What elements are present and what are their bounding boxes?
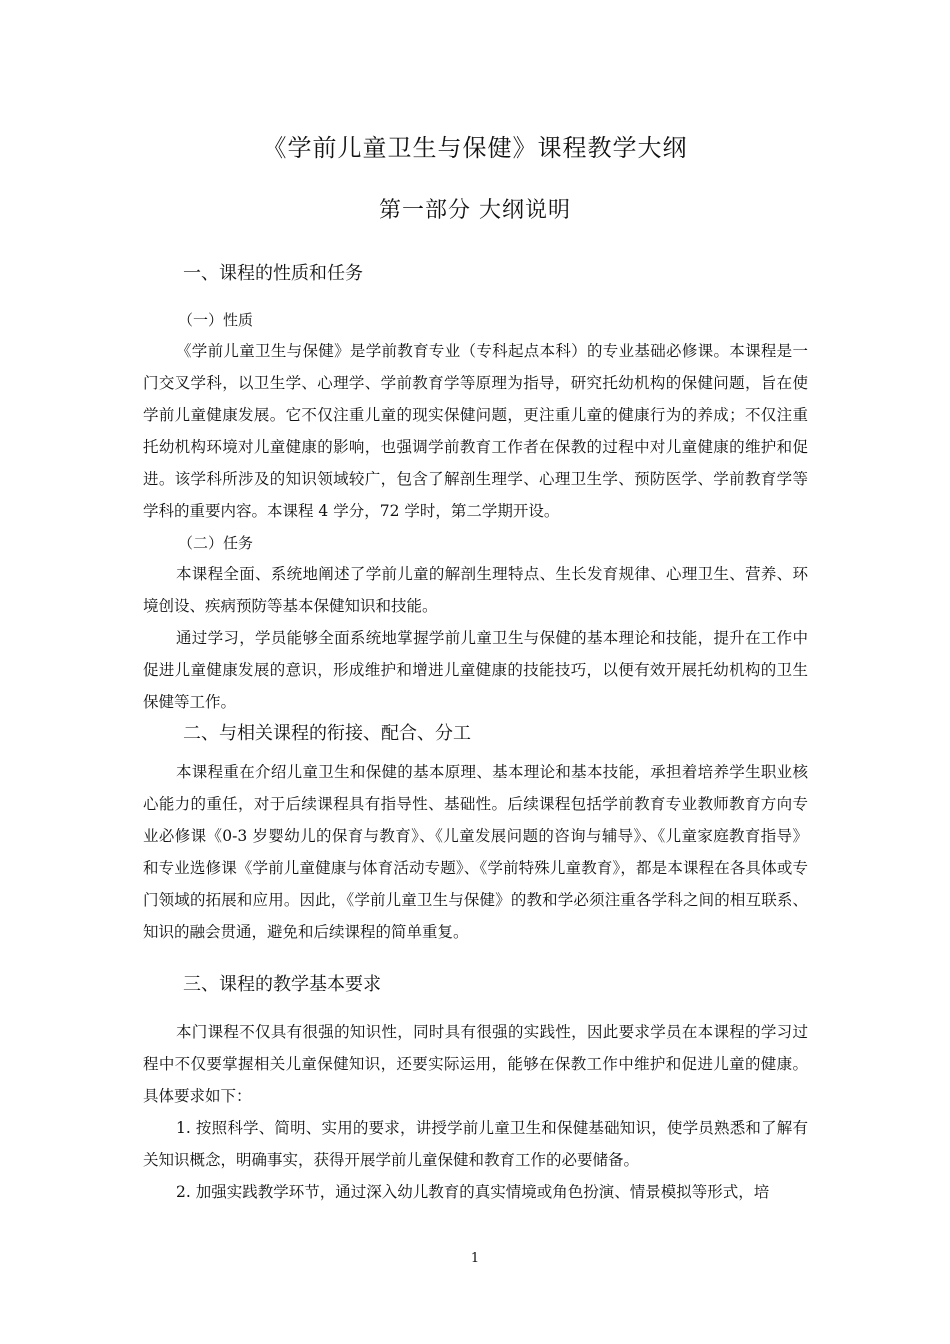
part-title: 第一部分 大纲说明 <box>379 198 571 223</box>
document-title: 《学前儿童卫生与保健》课程教学大纲 <box>262 134 688 162</box>
section-3-heading: 三、课程的教学基本要求 <box>183 974 381 995</box>
section-1-heading: 一、课程的性质和任务 <box>183 263 363 284</box>
section-2-paragraph: 本课程重在介绍儿童卫生和保健的基本原理、基本理论和基本技能，承担着培养学生职业核心能力的重任，对于后续课程具有指导性、基础性。后续课程包括学前教育专业教师教育方向专业必修课《0-3 岁婴幼儿的保育与教育》、《儿童发展问题的咨询与辅导》、《儿童家庭教育指导》和专业选修课《学前儿童健康与体育活动专题》、《学前特殊儿童教育》，都是本课程在各具体或专门领域的拓展和应用。因此，《学前儿童卫生与保健》的教和学必须注重各学科之间的相互联系、知识的融会贯通，避免和后续课程的简单重复。 <box>143 763 808 941</box>
section-2-heading: 二、与相关课程的衔接、配合、分工 <box>183 723 471 744</box>
nature-paragraph: 《学前儿童卫生与保健》是学前教育专业（专科起点本科）的专业基础必修课。本课程是一门交叉学科，以卫生学、心理学、学前教育学等原理为指导，研究托幼机构的保健问题，旨在使学前儿童健康发展。它不仅注重儿童的现实保健问题，更注重儿童的健康行为的养成；不仅注重托幼机构环境对儿童健康的影响，也强调学前教育工作者在保教的过程中对儿童健康的维护和促进。该学科所涉及的知识领域较广，包含了解剖生理学、心理卫生学、预防医学、学前教育学等学科的重要内容。本课程 4 学分，72 学时，第二学期开设。 <box>143 342 808 520</box>
section-3-paragraph-2: 1. 按照科学、简明、实用的要求，讲授学前儿童卫生和保健基础知识，使学员熟悉和了解有关知识概念，明确事实，获得开展学前儿童保健和教育工作的必要储备。 <box>143 1119 808 1169</box>
task-paragraph-2: 通过学习，学员能够全面系统地掌握学前儿童卫生与保健的基本理论和技能，提升在工作中促进儿童健康发展的意识，形成维护和增进儿童健康的技能技巧，以便有效开展托幼机构的卫生保健等工作。 <box>143 629 808 711</box>
subsection-task-heading: （二）任务 <box>178 534 254 552</box>
section-3-paragraph-1: 本门课程不仅具有很强的知识性，同时具有很强的实践性，因此要求学员在本课程的学习过程中不仅要掌握相关儿童保健知识，还要实际运用，能够在保教工作中维护和促进儿童的健康。具体要求如下： <box>143 1023 808 1105</box>
task-paragraph-1: 本课程全面、系统地阐述了学前儿童的解剖生理特点、生长发育规律、心理卫生、营养、环境创设、疾病预防等基本保健知识和技能。 <box>143 565 808 615</box>
section-3-paragraph-3: 2. 加强实践教学环节，通过深入幼儿教育的真实情境或角色扮演、情景模拟等形式，培 <box>176 1183 770 1201</box>
page-number: 1 <box>470 1251 480 1266</box>
subsection-nature-heading: （一）性质 <box>178 311 254 329</box>
